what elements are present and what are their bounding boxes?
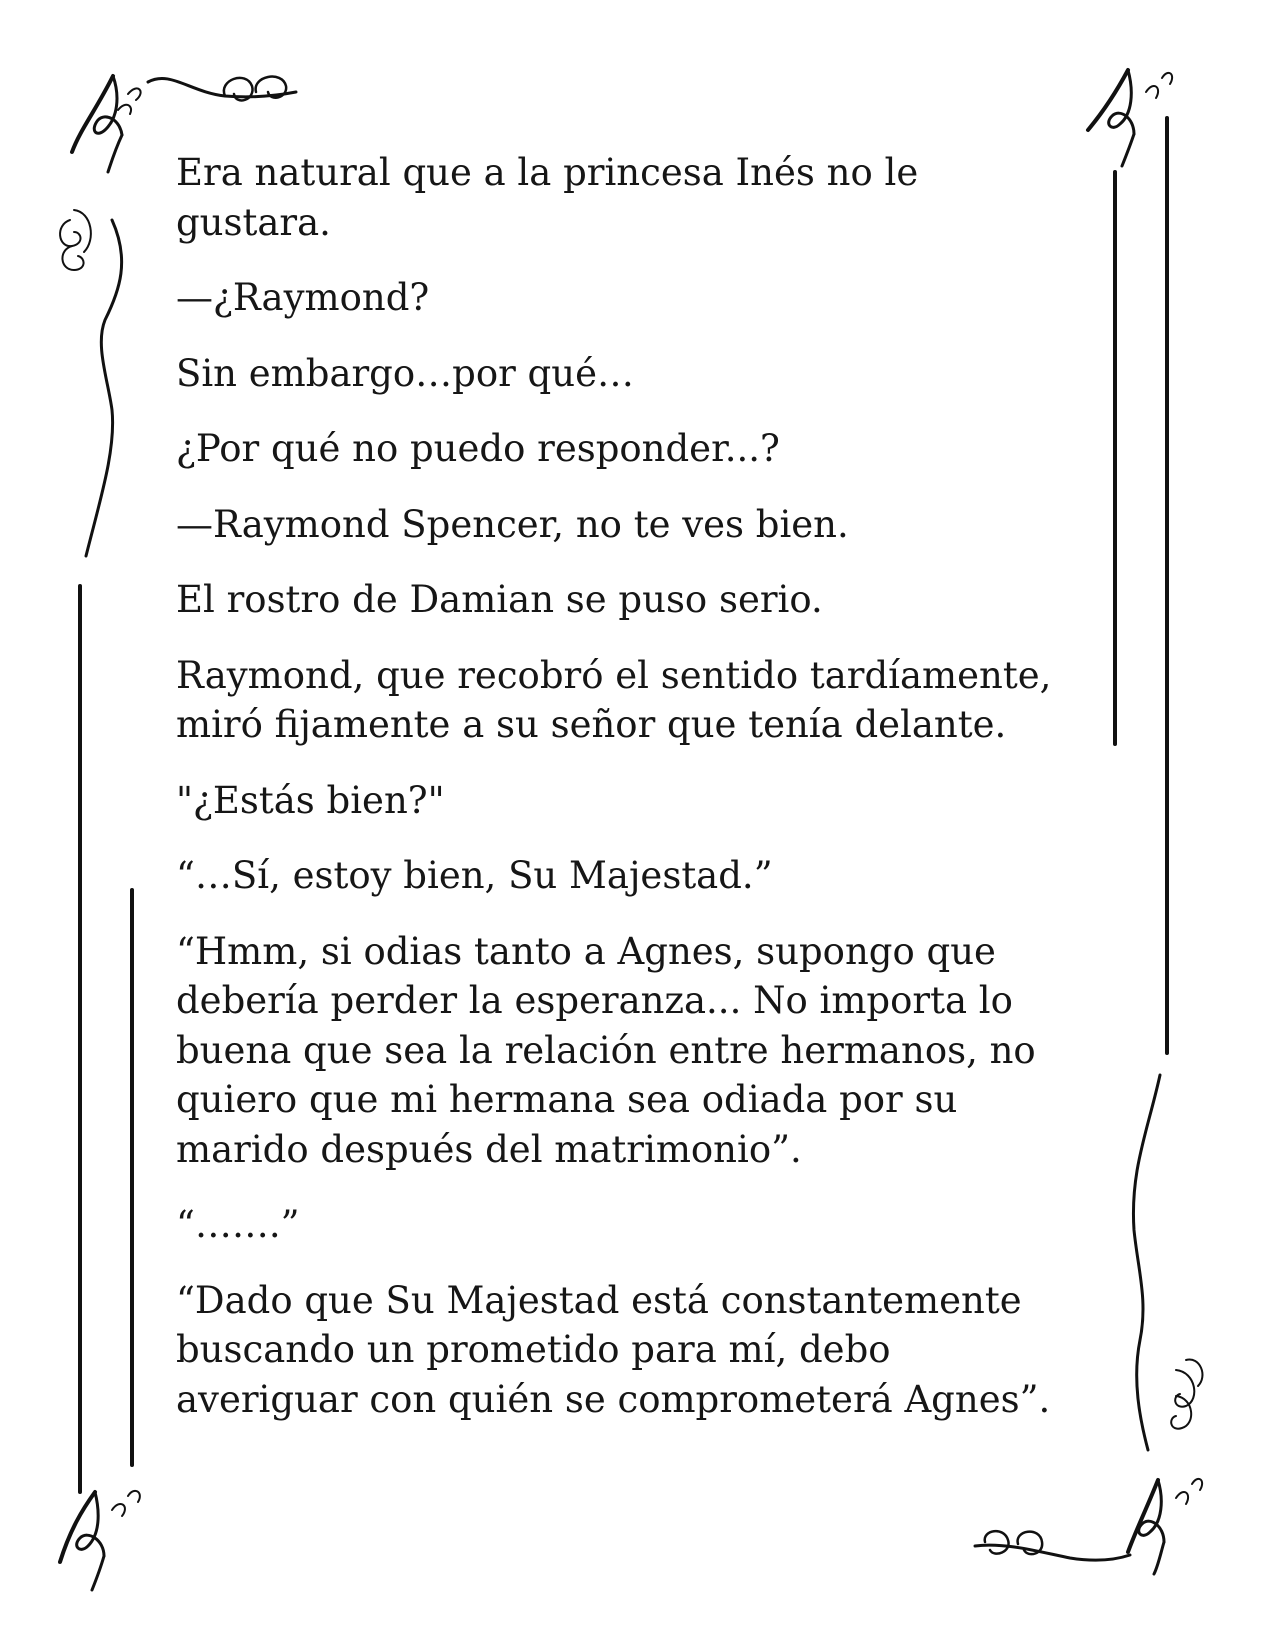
text-line: “…….” (176, 1203, 300, 1246)
paragraph (176, 349, 1076, 399)
paragraph (176, 1200, 1076, 1250)
text-line: El rostro de Damian se puso serio. (176, 578, 823, 621)
paragraph (176, 776, 1076, 826)
text-line: Sin embargo…por qué… (176, 351, 634, 395)
text-line: gustara. (176, 200, 331, 244)
bottom-left-flourish-ornament (60, 1491, 140, 1590)
text-line: marido después del matrimonio”. (176, 1127, 802, 1171)
paragraph (176, 424, 1076, 474)
paragraph (176, 1276, 1076, 1425)
paragraph (176, 500, 1076, 550)
paragraph (176, 148, 1076, 247)
paragraph (176, 851, 1076, 901)
text-line: buena que sea la relación entre hermanos, no (176, 1028, 1036, 1072)
text-line: Era natural que a la princesa Inés no le (176, 151, 919, 194)
text-line: “…Sí, estoy bien, Su Majestad.” (176, 854, 773, 897)
text-line: ¿Por qué no puedo responder...? (176, 427, 780, 470)
paragraph (176, 273, 1076, 323)
top-right-flourish-ornament (1088, 70, 1172, 166)
text-line: averiguar con quién se comprometerá Agnes”. (176, 1377, 1051, 1421)
text-line: quiero que mi hermana sea odiada por su (176, 1078, 958, 1121)
text-line: miró fijamente a su señor que tenía delante. (176, 703, 1007, 746)
document-body (176, 148, 1076, 1450)
text-line: debería perder la esperanza... No importa lo (176, 979, 1013, 1022)
text-line: buscando un prometido para mí, debo (176, 1328, 891, 1371)
paragraph (176, 651, 1076, 750)
text-line: —Raymond Spencer, no te ves bien. (176, 502, 849, 546)
text-line: "¿Estás bien?" (176, 778, 445, 822)
text-line: “Dado que Su Majestad está constantemente (176, 1278, 1022, 1322)
text-line: —¿Raymond? (176, 276, 430, 319)
paragraph (176, 575, 1076, 625)
text-line: Raymond, que recobró el sentido tardíamente, (176, 653, 1052, 697)
text-line: “Hmm, si odias tanto a Agnes, supongo que (176, 929, 996, 973)
paragraph (176, 927, 1076, 1175)
